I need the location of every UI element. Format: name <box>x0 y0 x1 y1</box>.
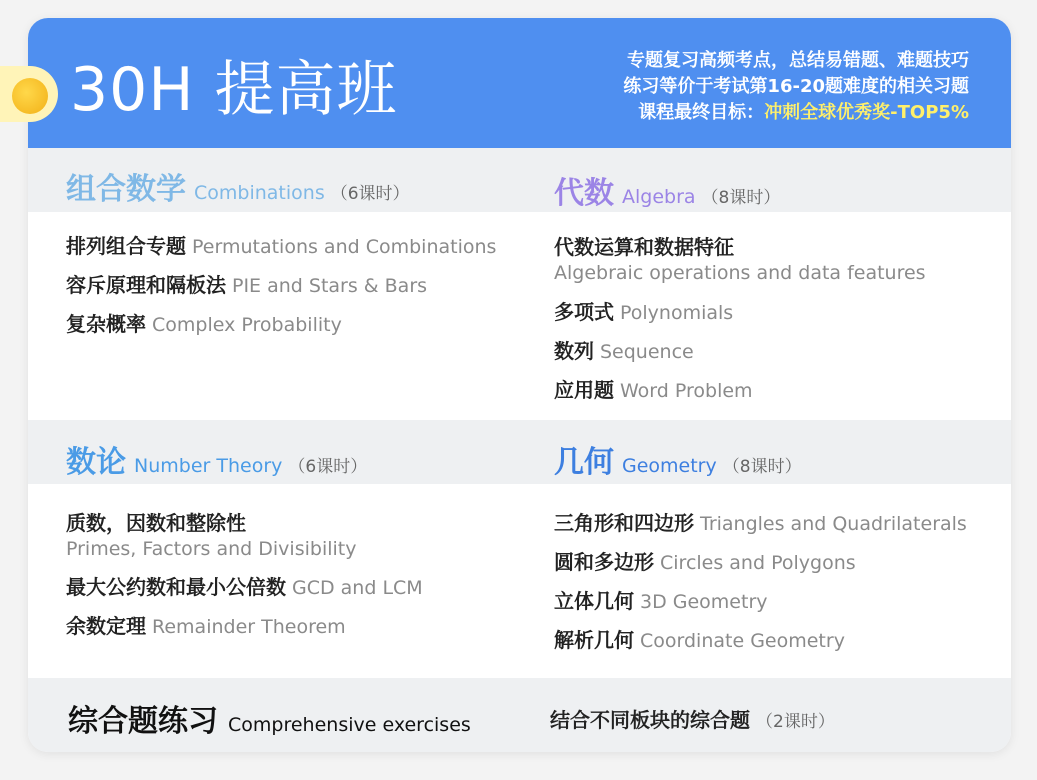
combinations-hours: （6课时） <box>330 184 410 204</box>
section-title-algebra <box>554 168 780 212</box>
course-card <box>28 18 1011 752</box>
algebra-hours: （8课时） <box>701 188 781 208</box>
number-theory-hours: （6课时） <box>288 457 368 477</box>
list-item: 质数，因数和整除性 Primes, Factors and Divisibility <box>66 511 357 560</box>
geometry-en: Geometry <box>622 455 717 477</box>
geometry-hours: （8课时） <box>722 457 802 477</box>
comprehensive-band <box>28 678 1011 752</box>
comprehensive-cn: 综合题练习 <box>68 704 218 739</box>
yellow-dot-icon <box>12 78 48 114</box>
page-title: 30H 提高班 <box>70 55 398 125</box>
algebra-cn: 代数 <box>554 176 614 211</box>
combinations-en: Combinations <box>194 182 325 204</box>
list-item: 容斥原理和隔板法 PIE and Stars & Bars <box>66 273 428 297</box>
section-title-number-theory <box>66 437 367 481</box>
combinations-cn: 组合数学 <box>66 172 186 207</box>
list-item: 代数运算和数据特征 Algebraic operations and data features <box>554 235 926 284</box>
geometry-cn: 几何 <box>554 445 614 480</box>
list-item: 多项式 Polynomials <box>554 300 734 324</box>
header-line-2: 练习等价于考试第16-20题难度的相关习题 <box>623 76 969 97</box>
algebra-en: Algebra <box>622 186 696 208</box>
comprehensive-description <box>550 704 835 733</box>
header-line-1: 专题复习高频考点，总结易错题、难题技巧 <box>627 50 969 71</box>
list-item: 应用题 Word Problem <box>554 378 753 402</box>
header-goal <box>623 100 969 126</box>
header-banner <box>28 18 1011 148</box>
list-item: 圆和多边形 Circles and Polygons <box>554 550 856 574</box>
list-item: 数列 Sequence <box>554 339 694 363</box>
comprehensive-en: Comprehensive exercises <box>228 714 471 736</box>
header-description <box>623 48 969 126</box>
number-theory-en: Number Theory <box>134 455 283 477</box>
list-item: 立体几何 3D Geometry <box>554 589 768 613</box>
list-item: 解析几何 Coordinate Geometry <box>554 628 845 652</box>
section-title-geometry <box>554 437 802 481</box>
goal-highlight: 冲刺全球优秀奖-TOP5% <box>764 102 969 123</box>
comprehensive-hours: （2课时） <box>756 712 835 732</box>
list-item: 复杂概率 Complex Probability <box>66 312 342 336</box>
goal-label: 课程最终目标： <box>638 102 765 123</box>
list-item: 排列组合专题 Permutations and Combinations <box>66 234 497 258</box>
number-theory-cn: 数论 <box>66 445 126 480</box>
comprehensive-right-cn: 结合不同板块的综合题 <box>550 708 750 732</box>
list-item: 最大公约数和最小公倍数 GCD and LCM <box>66 575 423 599</box>
section-title-combinations <box>66 164 410 208</box>
comprehensive-title <box>68 696 471 740</box>
list-item: 三角形和四边形 Triangles and Quadrilaterals <box>554 511 967 535</box>
list-item: 余数定理 Remainder Theorem <box>66 614 346 638</box>
